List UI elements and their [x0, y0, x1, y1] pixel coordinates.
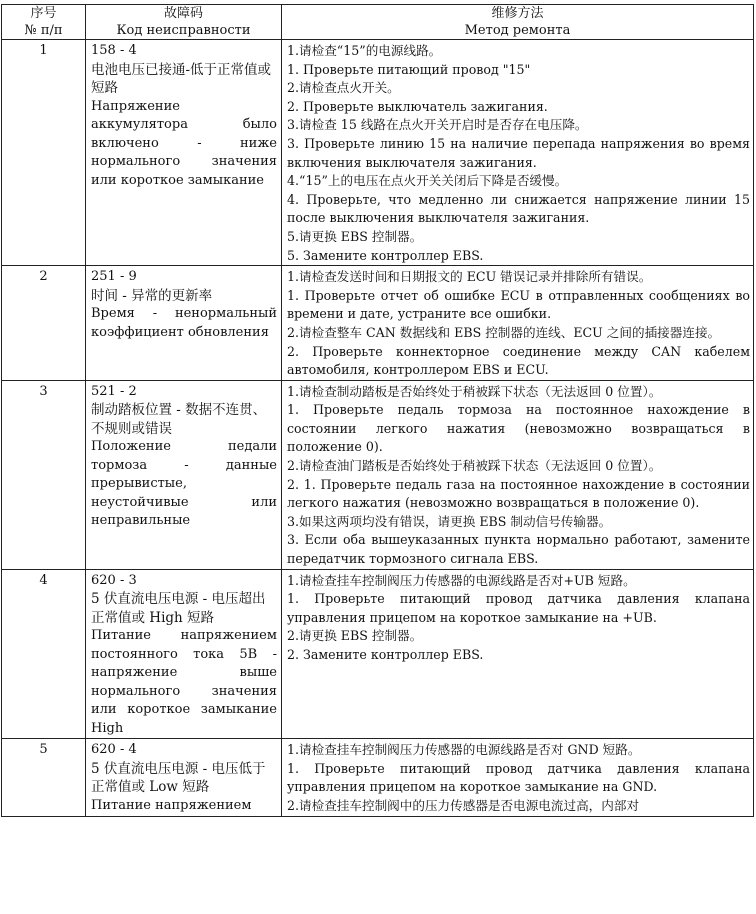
repair-step: 4.“15”上的电压在点火开关关闭后下降是否缓慢。 — [287, 173, 568, 189]
repair-method-cell — [282, 266, 754, 381]
header-repair-method-ru: Метод ремонта — [464, 23, 571, 38]
row-number: 1 — [2, 40, 86, 266]
repair-step: 3.如果这两项均没有错误，请更换 EBS 制动信号传输器。 — [287, 513, 612, 529]
header-fault-code — [86, 5, 282, 40]
row-number: 2 — [2, 266, 86, 381]
fault-description-ru: Время - ненормальный коэффициент обновления — [91, 306, 277, 340]
fault-description-ru: Напряжение аккумулятора было включено - ниже нормального значения или короткое замыкание — [91, 98, 277, 188]
repair-step: 4. Проверьте, что медленно ли снижается напряжение линии 15 после выключения выключателя зажигания. — [287, 191, 750, 226]
header-number-ru: № п/п — [24, 23, 63, 38]
fault-code-cell — [86, 266, 282, 381]
repair-step: 2. 1. Проверьте педаль газа на постоянное нахождение в состоянии легкого нажатия (невозможно возвращаться в положение 0). — [287, 476, 750, 511]
header-number — [2, 5, 86, 40]
header-fault-code-ru: Код неисправности — [116, 23, 251, 38]
header-number-cn: 序号 — [30, 6, 57, 21]
repair-method-cell — [282, 380, 754, 569]
repair-step: 1. Проверьте отчет об ошибке ECU в отправленных сообщениях во времени и дате, устраните все ошибки. — [287, 287, 750, 322]
repair-step: 1. Проверьте питающий провод датчика давления клапана управления прицепом на короткое замыкание на GND. — [287, 760, 750, 795]
repair-step: 1. Проверьте питающий провод датчика давления клапана управления прицепом на короткое замыкание на +UB. — [287, 591, 750, 625]
table-row — [2, 40, 754, 266]
fault-code-cell — [86, 569, 282, 739]
fault-code-cell — [86, 40, 282, 266]
repair-step: 1. Проверьте питающий провод "15" — [287, 61, 531, 77]
repair-step: 1.请检查挂车控制阀压力传感器的电源线路是否对+UB 短路。 — [287, 572, 636, 588]
fault-code: 521 - 2 — [91, 383, 137, 399]
header-repair-method-cn: 维修方法 — [491, 6, 544, 21]
fault-description-cn: 制动踏板位置 - 数据不连贯、不规则或错误 — [91, 402, 267, 437]
fault-code: 158 - 4 — [91, 43, 137, 58]
repair-method-cell — [282, 40, 754, 266]
table-row — [2, 739, 754, 816]
repair-step: 5. Замените контроллер EBS. — [287, 247, 484, 263]
fault-description-cn: 5 伏直流电压电源 - 电压超出正常值或 High 短路 — [91, 591, 266, 626]
repair-step: 2.请检查挂车控制阀中的压力传感器是否电源电流过高，内部对 — [287, 797, 640, 813]
fault-code-table — [1, 4, 754, 817]
table-row — [2, 266, 754, 381]
repair-step: 2.请更换 EBS 控制器。 — [287, 628, 423, 644]
fault-description-cn: 5 伏直流电压电源 - 电压低于正常值或 Low 短路 — [91, 760, 266, 796]
repair-step: 2. Проверьте коннекторное соединение между CAN кабелем автомобиля, контроллером EBS и ECU. — [287, 343, 750, 378]
repair-step: 1. Проверьте педаль тормоза на постоянное нахождение в состоянии легкого нажатия (невозможно возвращаться в положение 0). — [287, 402, 750, 455]
table-header-row — [2, 5, 754, 40]
fault-code: 251 - 9 — [91, 269, 137, 285]
repair-step: 1.请检查发送时间和日期报文的 ECU 错误记录并排除所有错误。 — [287, 269, 652, 285]
repair-method-cell — [282, 569, 754, 739]
fault-description-ru: Питание напряжением постоянного тока 5В - напряжение выше нормального значения или короткое замыкание High — [91, 628, 277, 736]
repair-step: 2. Замените контроллер EBS. — [287, 647, 484, 662]
row-number: 5 — [2, 739, 86, 816]
repair-method-cell — [282, 739, 754, 816]
fault-description-cn: 电池电压已接通-低于正常值或短路 — [91, 61, 272, 96]
fault-description-ru: Положение педали тормоза - данные прерывистые, неустойчивые или неправильные — [91, 439, 277, 529]
fault-code: 620 - 3 — [91, 572, 137, 588]
repair-step: 2.请检查油门踏板是否始终处于稍被踩下状态（无法返回 0 位置）。 — [287, 458, 662, 474]
header-fault-code-cn: 故障码 — [163, 6, 203, 21]
repair-step: 1.请检查“15”的电源线路。 — [287, 43, 442, 58]
repair-step: 1.请检查制动踏板是否始终处于稍被踩下状态（无法返回 0 位置）。 — [287, 383, 662, 399]
fault-code: 620 - 4 — [91, 742, 137, 758]
repair-step: 2.请检查整车 CAN 数据线和 EBS 控制器的连线、ECU 之间的插接器连接。 — [287, 324, 721, 340]
repair-step: 2.请检查点火开关。 — [287, 80, 400, 96]
repair-step: 3. Проверьте линию 15 на наличие перепада напряжения во время включения выключателя зажигания. — [287, 135, 750, 170]
repair-step: 3. Если оба вышеуказанных пункта нормально работают, замените передатчик тормозного сигнала EBS. — [287, 532, 750, 567]
row-number: 3 — [2, 380, 86, 569]
repair-step: 2. Проверьте выключатель зажигания. — [287, 98, 548, 114]
table-row — [2, 380, 754, 569]
repair-step: 1.请检查挂车控制阀压力传感器的电源线路是否对 GND 短路。 — [287, 742, 641, 758]
fault-code-cell — [86, 739, 282, 816]
fault-description-cn: 时间 - 异常的更新率 — [91, 287, 213, 304]
fault-description-ru: Питание напряжением — [91, 797, 252, 813]
fault-code-cell — [86, 380, 282, 569]
row-number: 4 — [2, 569, 86, 739]
header-repair-method — [282, 5, 754, 40]
repair-step: 5.请更换 EBS 控制器。 — [287, 228, 423, 244]
repair-step: 3.请检查 15 线路在点火开关开启时是否存在电压降。 — [287, 117, 588, 133]
table-row — [2, 569, 754, 739]
